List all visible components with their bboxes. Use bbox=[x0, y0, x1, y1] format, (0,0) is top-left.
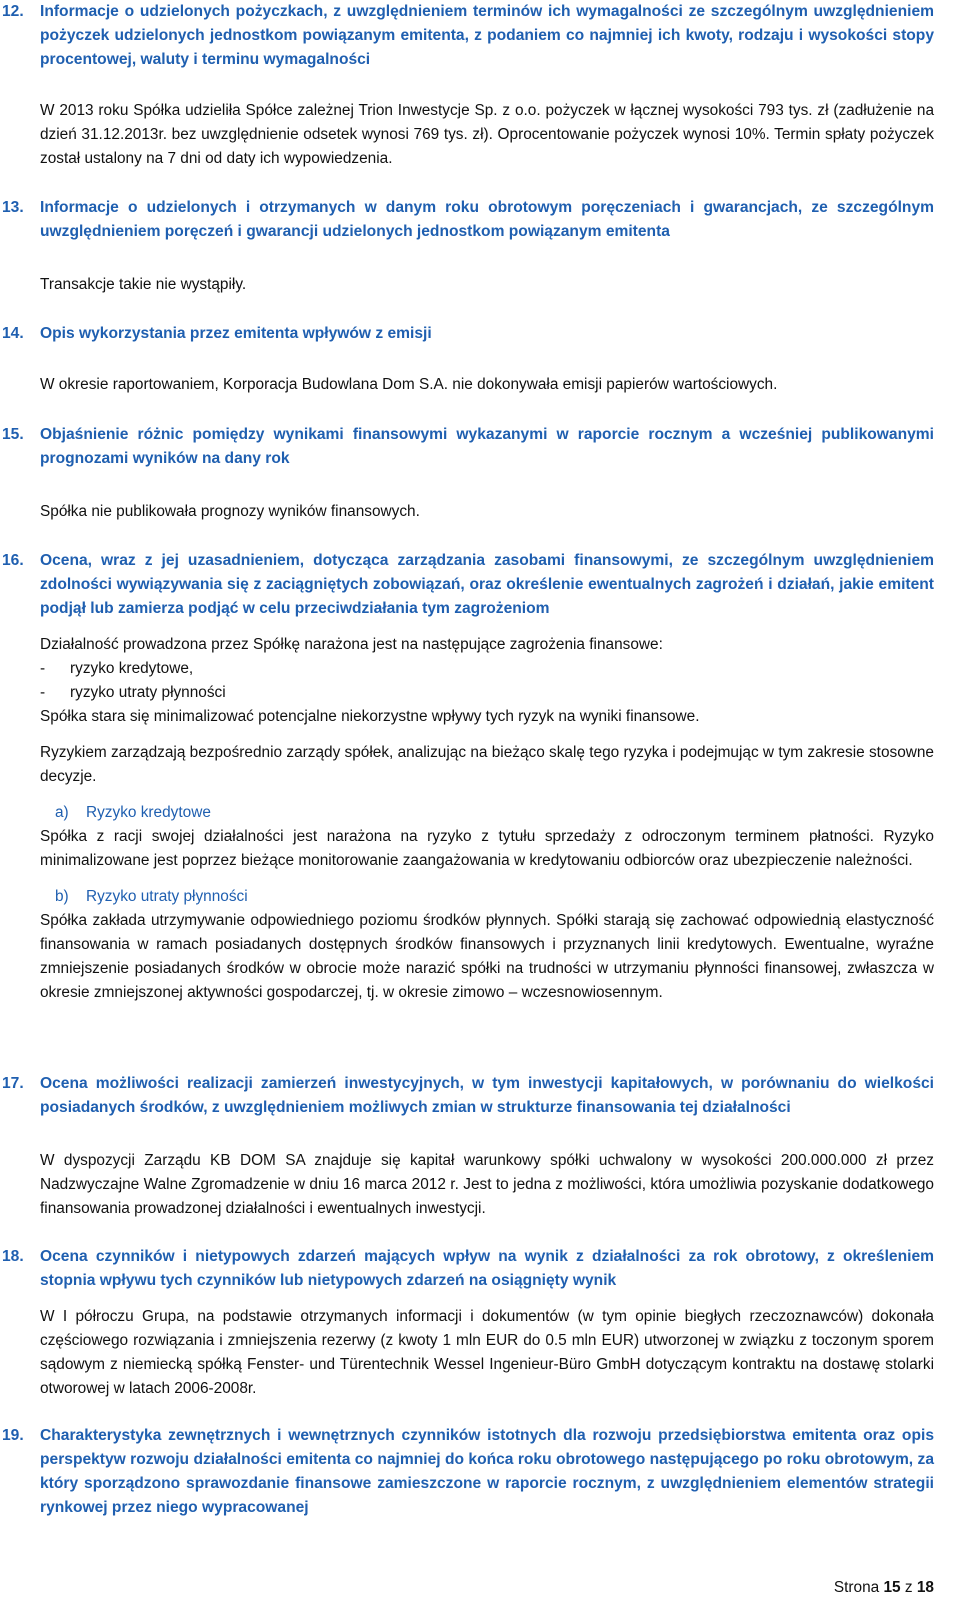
section-number: 18. bbox=[2, 1248, 24, 1265]
section-title: Charakterystyka zewnętrznych i wewnętrznych czynników istotnych dla rozwoju przedsiębiorstwa emitenta oraz opis perspektyw rozwoju działalności emitenta co najmniej do końca roku obrotowego następującego po roku obrotowym, za który sporządzono sprawozdanie finansowe zamieszczone w raporcie rocznym, z uwzględnieniem elementów strategii rynkowej przez niego wypracowanej bbox=[40, 1427, 934, 1516]
paragraph: Ryzykiem zarządzają bezpośrednio zarządy spółek, analizując na bieżąco skalę tego ryzyka i podejmując w tym zakresie stosowne decyzje. bbox=[40, 744, 934, 785]
section-title: Ocena czynników i nietypowych zdarzeń mających wpływ na wynik z działalności za rok obrotowy, z określeniem stopnia wpływu tych czynników lub nietypowych zdarzeń na osiągnięty wynik bbox=[40, 1248, 934, 1289]
page-label: Strona bbox=[833, 1579, 880, 1596]
section-number: 14. bbox=[2, 325, 24, 342]
paragraph: Spółka stara się minimalizować potencjalne niekorzystne wpływy tych ryzyk na wyniki finansowe. bbox=[40, 708, 700, 725]
section-title: Informacje o udzielonych pożyczkach, z uwzględnieniem terminów ich wymagalności ze szczególnym uwzględnieniem pożyczek udzielonych jednostkom powiązanym emitenta, z podaniem co najmniej ich kwoty, rodzaju i wysokości stopy procentowej, waluty i terminu wymagalności bbox=[40, 3, 934, 68]
section-number: 15. bbox=[2, 426, 24, 443]
section-14 bbox=[0, 322, 960, 397]
section-18 bbox=[0, 1245, 960, 1401]
section-13 bbox=[0, 196, 960, 297]
section-12 bbox=[0, 0, 960, 171]
section-heading bbox=[2, 1072, 934, 1120]
list-item bbox=[40, 681, 934, 705]
paragraph: Działalność prowadzona przez Spółkę narażona jest na następujące zagrożenia finansowe: bbox=[40, 636, 663, 653]
section-heading bbox=[2, 1424, 934, 1520]
section-heading bbox=[2, 423, 934, 471]
section-number: 17. bbox=[2, 1075, 24, 1092]
list-item-text: ryzyko utraty płynności bbox=[70, 684, 226, 701]
paragraph: Spółka nie publikowała prognozy wyników finansowych. bbox=[40, 503, 420, 520]
paragraph: Spółka z racji swojej działalności jest narażona na ryzyko z tytułu sprzedaży z odroczonym terminem płatności. Ryzyko minimalizowane jest poprzez bieżące monitorowanie zaangażowania w kredytowaniu odbiorców oraz ubezpieczenie należności. bbox=[40, 828, 934, 869]
section-heading bbox=[2, 0, 934, 72]
list-dash: - bbox=[40, 684, 46, 701]
section-title: Opis wykorzystania przez emitenta wpływów z emisji bbox=[40, 325, 432, 342]
page-separator: z bbox=[904, 1579, 913, 1596]
paragraph: W okresie raportowaniem, Korporacja Budowlana Dom S.A. nie dokonywała emisji papierów wartościowych. bbox=[40, 376, 778, 393]
page-footer bbox=[834, 1576, 934, 1600]
list-item bbox=[40, 657, 934, 681]
subheading-title: Ryzyko utraty płynności bbox=[86, 888, 248, 905]
section-heading bbox=[2, 1245, 934, 1293]
section-number: 13. bbox=[2, 199, 24, 216]
section-16 bbox=[0, 549, 960, 1005]
list-item-text: ryzyko kredytowe, bbox=[70, 660, 194, 677]
section-title: Objaśnienie różnic pomiędzy wynikami finansowymi wykazanymi w raporcie rocznym a wcześniej publikowanymi prognozami wyników na dany rok bbox=[40, 426, 934, 467]
section-title: Informacje o udzielonych i otrzymanych w danym roku obrotowym poręczeniach i gwarancjach, ze szczególnym uwzględnieniem poręczeń i gwarancji udzielonych jednostkom powiązanym emitenta bbox=[40, 199, 934, 240]
paragraph: Transakcje takie nie wystąpiły. bbox=[40, 276, 247, 293]
section-heading bbox=[2, 549, 934, 621]
subheading-letter: b) bbox=[55, 888, 69, 905]
current-page-number: 15 bbox=[883, 1579, 901, 1596]
section-number: 12. bbox=[2, 3, 24, 20]
section-number: 16. bbox=[2, 552, 24, 569]
subheading-credit-risk bbox=[55, 801, 960, 825]
subheading-liquidity-risk bbox=[55, 885, 960, 909]
paragraph: W I półroczu Grupa, na podstawie otrzymanych informacji i dokumentów (w tym opinie biegłych rzeczoznawców) dokonała częściowego rozwiązania i zmniejszenia rezerwy (z kwoty 1 mln EUR do 0.5 mln EUR) utworzonej w związku z toczonym sporem sądowym z niemiecką spółką Fenster- und Türentechnik Wessel Ingenieur-Büro GmbH dotyczącym kontraktu na dostawę stolarki otworowej w latach 2006-2008r. bbox=[40, 1308, 934, 1397]
list-dash: - bbox=[40, 660, 46, 677]
section-number: 19. bbox=[2, 1427, 24, 1444]
paragraph: W dyspozycji Zarządu KB DOM SA znajduje się kapitał warunkowy spółki uchwalony w wysokości 200.000.000 zł przez Nadzwyczajne Walne Zgromadzenie w dniu 16 marca 2012 r. Jest to jedna z możliwości, która umożliwia pozyskanie dodatkowego finansowania prowadzonej działalności i ewentualnych inwestycji. bbox=[40, 1152, 934, 1217]
paragraph: Spółka zakłada utrzymywanie odpowiedniego poziomu środków płynnych. Spółki starają się zachować odpowiednią elastyczność finansowania w ramach posiadanych dostępnych środków finansowych i przyznanych linii kredytowych. Ewentualne, wyraźne zmniejszenie posiadanych środków w obrocie może narazić spółki na trudności w utrzymaniu płynności finansowej, zwłaszcza w okresie zmniejszonej aktywności gospodarczej, tj. w okresie zimowo – wczesnowiosennym. bbox=[40, 912, 934, 1001]
total-pages-number: 18 bbox=[916, 1579, 934, 1596]
subheading-letter: a) bbox=[55, 804, 69, 821]
paragraph: W 2013 roku Spółka udzieliła Spółce zależnej Trion Inwestycje Sp. z o.o. pożyczek w łącznej wysokości 793 tys. zł (zadłużenie na dzień 31.12.2013r. bez uwzględnienie odsetek wynosi 769 tys. zł). Oprocentowanie pożyczek wynosi 10%. Termin spłaty pożyczek został ustalony na 7 dni od daty ich wypowiedzenia. bbox=[40, 102, 934, 167]
section-title: Ocena możliwości realizacji zamierzeń inwestycyjnych, w tym inwestycji kapitałowych, w porównaniu do wielkości posiadanych środków, z uwzględnieniem możliwych zmian w strukturze finansowania tej działalności bbox=[40, 1075, 934, 1116]
section-heading bbox=[2, 196, 934, 244]
subheading-title: Ryzyko kredytowe bbox=[86, 804, 211, 821]
section-heading bbox=[2, 322, 934, 346]
section-15 bbox=[0, 423, 960, 524]
section-title: Ocena, wraz z jej uzasadnieniem, dotycząca zarządzania zasobami finansowymi, ze szczególnym uwzględnieniem zdolności wywiązywania się z zaciągniętych zobowiązań, oraz określenie ewentualnych zagrożeń i działań, jakie emitent podjął lub zamierza podjąć w celu przeciwdziałania tym zagrożeniom bbox=[40, 552, 934, 617]
section-17 bbox=[0, 1072, 960, 1221]
section-19 bbox=[0, 1424, 960, 1520]
